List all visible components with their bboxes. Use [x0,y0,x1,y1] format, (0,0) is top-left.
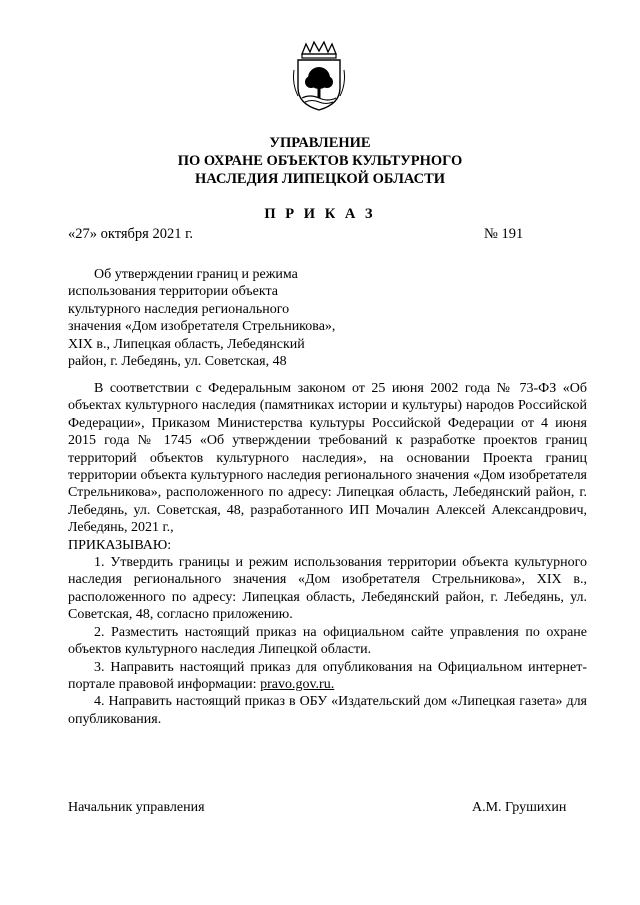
order-item-1: 1. Утвердить границы и режим использования территории объекта культурного наследия регионального значения «Дом изобретателя Стрельникова», XIX в., расположенного по адресу: Липецкая область, Лебедянский район, г. Лебедянь, ул. Советская, 48, согласно приложению. [68,555,587,623]
command-word: ПРИКАЗЫВАЮ: [68,537,172,553]
pravo-link[interactable]: pravo.gov.ru. [260,676,335,692]
order-item-2: 2. Разместить настоящий приказ на официальном сайте управления по охране объектов культурного наследия Липецкой области. [68,624,587,658]
preamble-paragraph: В соответствии с Федеральным законом от 25 июня 2002 года № 73-ФЗ «Об объектах культурного наследия (памятниках истории и культуры) народов Российской Федерации», Приказом Министерства культуры Российской Федерации от 4 июня 2015 года № 1745 «Об утверждении требований к разработке проектов границ территорий объектов культурного наследия», на основании Проекта границ территории объекта культурного наследия регионального значения «Дом изобретателя Стрельникова», расположенного по адресу: Липецкая область, Лебедянский район, г. Лебедянь, ул. Советская, 48, разработанного ИП Мочалин Алексей Александрович, Лебедянь, 2021 г., [68,381,587,536]
signatory-name: А.М. Грушихин [472,800,567,815]
org-line-3: НАСЛЕДИЯ ЛИПЕЦКОЙ ОБЛАСТИ [194,171,446,187]
order-date: «27» октября 2021 г. [68,226,194,242]
order-subject [68,266,388,370]
subject-line-2: использования территории объекта [68,284,278,300]
order-body [68,380,587,728]
order-item-3 [68,659,587,694]
order-number: № 191 [484,226,524,242]
subject-line-1: Об утверждении границ и режима [94,267,298,282]
org-line-2: ПО ОХРАНЕ ОБЪЕКТОВ КУЛЬТУРНОГО [177,153,463,169]
order-title: П Р И К А З [264,206,376,222]
organization-name [0,134,640,188]
subject-line-6: район, г. Лебедянь, ул. Советская, 48 [68,354,287,370]
subject-line-5: XIX в., Липецкая область, Лебедянский [68,336,305,352]
subject-line-4: значения «Дом изобретателя Стрельникова», [68,319,336,335]
order-item-4: 4. Направить настоящий приказ в ОБУ «Издательский дом «Липецкая газета» для опубликования. [68,694,587,727]
org-line-1: УПРАВЛЕНИЕ [269,135,371,151]
lipetsk-coat-of-arms-icon [290,40,348,112]
order-item-3-text: 3. Направить настоящий приказ для опубликования на Официальном интернет-портале правовой информации: [68,659,587,692]
subject-line-3: культурного наследия регионального [68,301,290,317]
signatory-role: Начальник управления [68,800,205,815]
